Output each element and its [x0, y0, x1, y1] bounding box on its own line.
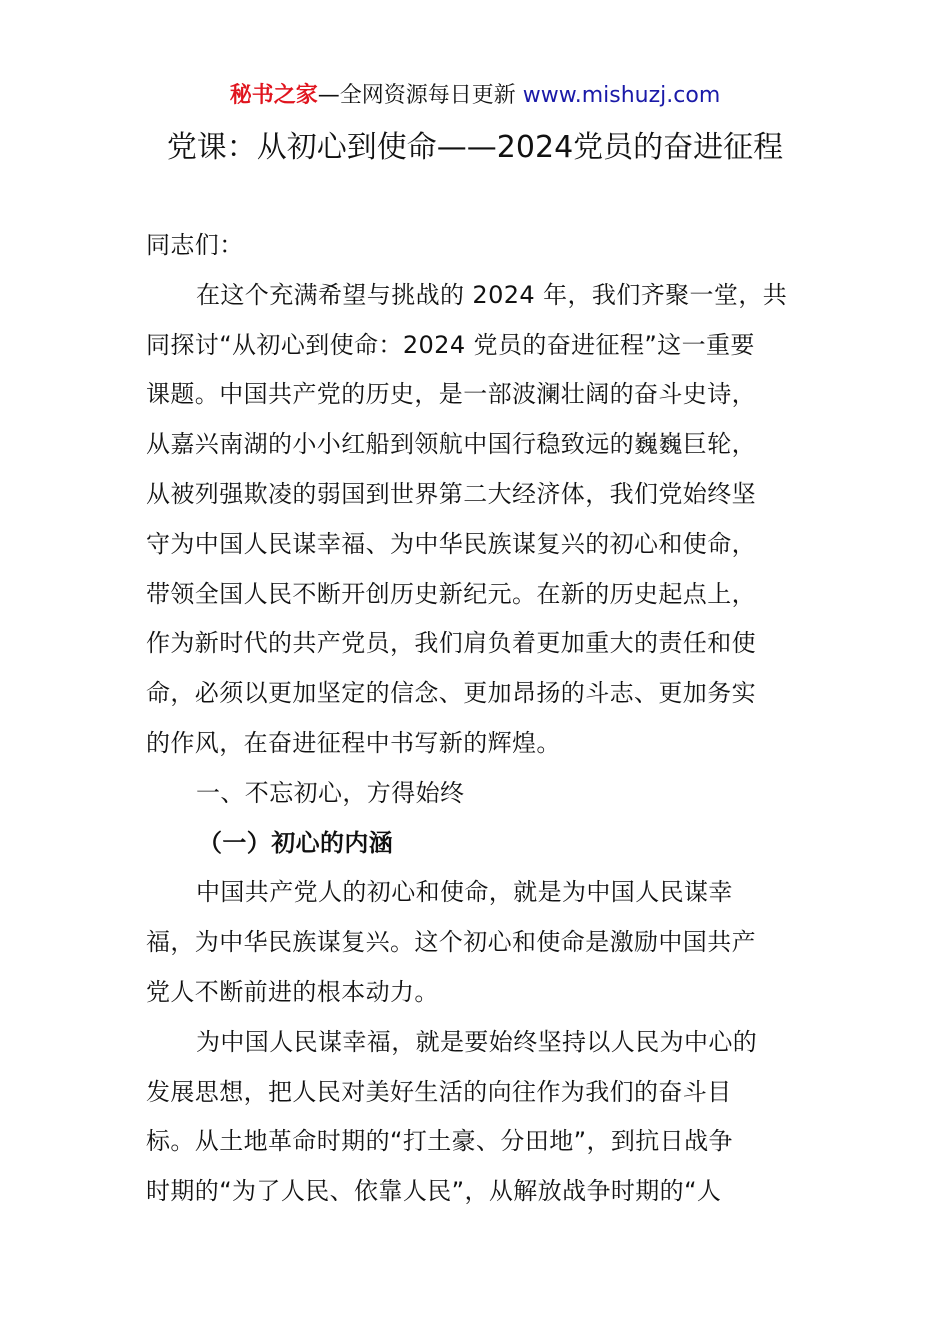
section-heading: 一、不忘初心，方得始终 [196, 778, 465, 807]
paragraph-line: 的作风，在奋进征程中书写新的辉煌。 [146, 728, 561, 757]
paragraph-line: 发展思想，把人民对美好生活的向往作为我们的奋斗目 [146, 1077, 732, 1106]
paragraph-line: 中国共产党人的初心和使命，就是为中国人民谋幸 [196, 878, 733, 907]
site-brand: 秘书之家 [229, 83, 318, 108]
subsection-heading: （一）初心的内涵 [198, 828, 394, 857]
paragraph-line: 在这个充满希望与挑战的 2024 年，我们齐聚一堂，共 [196, 280, 788, 309]
paragraph-line: 课题。中国共产党的历史，是一部波澜壮阔的奋斗史诗， [146, 380, 756, 409]
paragraph-line: 党人不断前进的根本动力。 [146, 977, 439, 1006]
document-title: 党课：从初心到使命——2024党员的奋进征程 [166, 130, 784, 165]
paragraph-line: 从嘉兴南湖的小小红船到领航中国行稳致远的巍巍巨轮， [146, 430, 756, 459]
site-slogan: —全网资源每日更新 [317, 83, 516, 108]
document-body [146, 221, 808, 1217]
paragraph-line: 命，必须以更加坚定的信念、更加昂扬的斗志、更加务实 [146, 679, 756, 708]
paragraph-line: 作为新时代的共产党员，我们肩负着更加重大的责任和使 [146, 629, 756, 658]
site-url-link[interactable]: www.mishuzj.com [522, 83, 721, 108]
paragraph-line: 标。从土地革命时期的“打土豪、分田地”，到抗日战争 [146, 1127, 733, 1156]
paragraph-line: 同探讨“从初心到使命：2024 党员的奋进征程”这一重要 [146, 330, 755, 359]
salutation: 同志们： [146, 231, 244, 259]
paragraph-line: 守为中国人民谋幸福、为中华民族谋复兴的初心和使命， [146, 529, 756, 558]
paragraph-line: 带领全国人民不断开创历史新纪元。在新的历史起点上， [146, 579, 756, 608]
site-header [0, 80, 950, 112]
paragraph-line: 为中国人民谋幸福，就是要始终坚持以人民为中心的 [196, 1027, 758, 1056]
paragraph-line: 时期的“为了人民、依靠人民”，从解放战争时期的“人 [146, 1177, 722, 1206]
paragraph-line: 福，为中华民族谋复兴。这个初心和使命是激励中国共产 [146, 928, 756, 957]
paragraph-line: 从被列强欺凌的弱国到世界第二大经济体，我们党始终坚 [146, 479, 756, 508]
